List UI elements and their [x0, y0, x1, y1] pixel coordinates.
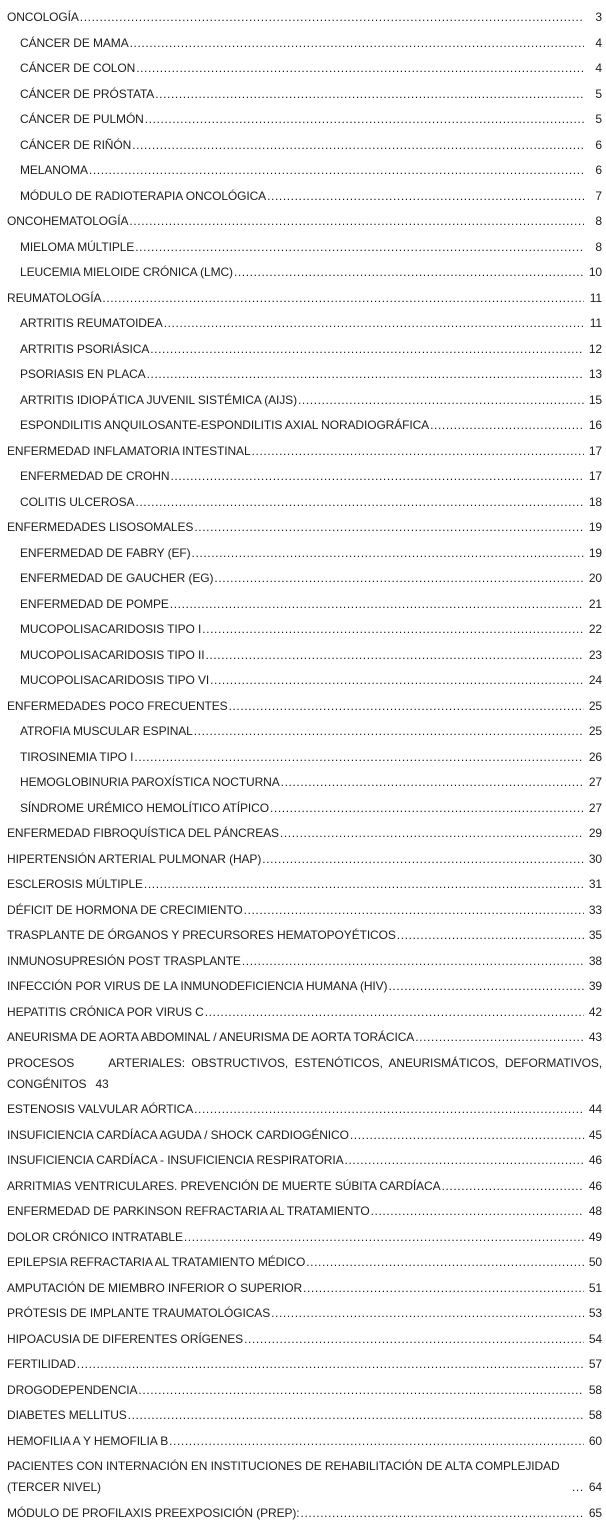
- toc-entry[interactable]: [7, 849, 602, 870]
- toc-entry[interactable]: [7, 823, 602, 844]
- toc-entry-label: LEUCEMIA MIELOIDE CRÓNICA (LMC): [20, 265, 233, 279]
- dot-leader: [128, 1405, 584, 1426]
- toc-entry-label: ESTENOSIS VALVULAR AÓRTICA: [7, 1102, 194, 1116]
- toc-entry-label: CÁNCER DE PRÓSTATA: [20, 86, 155, 101]
- page-number: 4: [595, 61, 602, 75]
- toc-entry-label: MÓDULO DE RADIOTERAPIA ONCOLÓGICA: [20, 188, 267, 203]
- dot-leader: [155, 84, 584, 105]
- toc-entry-label-head: PROCESOS: [7, 1055, 75, 1070]
- page-number: 53: [588, 1306, 602, 1320]
- page-number: 11: [589, 290, 602, 305]
- dot-leader: [572, 1477, 584, 1498]
- toc-entry-label: FERTILIDAD: [7, 1357, 76, 1371]
- dot-leader: [270, 798, 584, 819]
- dot-leader: [194, 1099, 584, 1120]
- toc-entry-label: ANEURISMA DE AORTA ABDOMINAL / ANEURISMA DE AORTA TORÁCICA: [7, 1030, 415, 1044]
- dot-leader: [134, 747, 584, 768]
- toc-entry[interactable]: [7, 1380, 602, 1401]
- page-number: 24: [588, 673, 602, 687]
- toc-entry[interactable]: [7, 364, 602, 385]
- page-number: 26: [588, 749, 602, 764]
- dot-leader: [169, 1431, 584, 1452]
- toc-entry-label: ENFERMEDAD INFLAMATORIA INTESTINAL: [7, 443, 251, 458]
- page-number: 42: [588, 1004, 602, 1019]
- dot-leader: [135, 492, 584, 513]
- toc-entry-label: ARTRITIS REUMATOIDEA: [20, 316, 163, 330]
- toc-entry[interactable]: [7, 1303, 602, 1324]
- page-number: 35: [588, 928, 602, 942]
- page-number: 27: [588, 775, 602, 789]
- toc-entry-label: ONCOHEMATOLOGÍA: [7, 214, 129, 228]
- dot-leader: [267, 186, 584, 207]
- page-number: 17: [588, 469, 602, 483]
- dot-leader: [194, 517, 584, 538]
- dot-leader: [345, 1150, 584, 1171]
- page-number: 12: [588, 341, 602, 356]
- toc-entry-label: ENFERMEDADES LISOSOMALES: [7, 520, 194, 534]
- page-number: 57: [588, 1357, 602, 1371]
- toc-entry[interactable]: [7, 772, 602, 793]
- toc-entry[interactable]: [7, 1405, 602, 1426]
- dot-leader: [205, 645, 584, 666]
- toc-entry[interactable]: [7, 7, 602, 28]
- toc-list: [7, 7, 602, 1524]
- dot-leader: [192, 543, 584, 564]
- dot-leader: [388, 976, 584, 997]
- dot-leader: [350, 1125, 584, 1146]
- dot-leader: [164, 313, 584, 334]
- toc-entry[interactable]: [7, 33, 602, 54]
- toc-entry[interactable]: [7, 288, 602, 309]
- toc-entry-label: INMUNOSUPRESIÓN POST TRASPLANTE: [7, 953, 241, 968]
- toc-entry-label: MÓDULO DE PROFILAXIS PREEXPOSICIÓN (PREP):: [7, 1505, 300, 1520]
- dot-leader: [210, 670, 584, 691]
- toc-entry-label: TIROSINEMIA TIPO I: [20, 749, 134, 764]
- toc-entry-label: ENFERMEDAD DE POMPE: [20, 596, 169, 611]
- dot-leader: [262, 849, 584, 870]
- dot-leader: [280, 823, 584, 844]
- dot-leader: [170, 466, 584, 487]
- toc-entry[interactable]: [7, 1227, 602, 1248]
- dot-leader: [242, 951, 584, 972]
- dot-leader: [138, 1380, 584, 1401]
- page-number: 38: [588, 953, 602, 968]
- page-number: 13: [588, 367, 602, 381]
- toc-entry-label: HIPOACUSIA DE DIFERENTES ORÍGENES: [7, 1331, 244, 1346]
- toc-entry-label: DROGODEPENDENCIA: [7, 1382, 138, 1397]
- dot-leader: [147, 364, 584, 385]
- dot-leader: [135, 237, 584, 258]
- dot-leader: [301, 1503, 584, 1524]
- page-number: 19: [588, 520, 602, 534]
- toc-entry-label: HEMOFILIA A Y HEMOFILIA B: [7, 1433, 169, 1448]
- toc-entry-label: [7, 1056, 602, 1091]
- toc-entry[interactable]: [7, 900, 602, 921]
- page-number: 54: [588, 1331, 602, 1346]
- page-number: 49: [588, 1229, 602, 1244]
- toc-entry-label: ATROFIA MUSCULAR ESPINAL: [20, 724, 193, 738]
- toc-entry[interactable]: [7, 313, 602, 334]
- toc-entry[interactable]: [7, 109, 602, 130]
- page-number: 8: [595, 239, 602, 254]
- page-number: 29: [588, 826, 602, 840]
- page-number: 20: [588, 571, 602, 585]
- page-number: 60: [588, 1433, 602, 1448]
- toc-entry[interactable]: [7, 160, 602, 181]
- toc-entry-label: CÁNCER DE MAMA: [20, 35, 129, 50]
- toc-entry[interactable]: [7, 1456, 602, 1498]
- page-number: 22: [588, 622, 602, 636]
- toc-entry-label: REUMATOLOGÍA: [7, 290, 102, 305]
- dot-leader: [303, 1278, 584, 1299]
- dot-leader: [89, 160, 584, 181]
- page-number: 58: [588, 1408, 602, 1422]
- toc-entry-label: INFECCIÓN POR VIRUS DE LA INMUNODEFICIENCIA HUMANA (HIV): [7, 979, 388, 993]
- toc-entry[interactable]: [7, 466, 602, 487]
- page-number: 18: [588, 494, 602, 509]
- toc-entry[interactable]: [7, 1053, 602, 1095]
- page-number: 43: [588, 1030, 602, 1044]
- page-number: 21: [588, 596, 602, 611]
- toc-entry[interactable]: [7, 951, 602, 972]
- dot-leader: [306, 1252, 584, 1273]
- toc-entry[interactable]: [7, 798, 602, 819]
- toc-entry[interactable]: [7, 1150, 602, 1171]
- dot-leader: [129, 211, 584, 232]
- toc-entry[interactable]: [7, 211, 602, 232]
- page-number: 25: [588, 724, 602, 738]
- toc-entry[interactable]: [7, 568, 602, 589]
- page-number: 48: [588, 1204, 602, 1218]
- toc-entry-label: ENFERMEDAD DE GAUCHER (EG): [20, 571, 214, 585]
- dot-leader: [281, 772, 584, 793]
- page-number: 45: [588, 1127, 602, 1142]
- toc-entry[interactable]: [7, 696, 602, 717]
- toc-entry[interactable]: [7, 721, 602, 742]
- toc-entry-label: ENFERMEDADES POCO FRECUENTES: [7, 698, 228, 713]
- page-number: 30: [588, 851, 602, 866]
- page-number: 15: [588, 392, 602, 407]
- page-number: 58: [588, 1382, 602, 1397]
- toc-entry[interactable]: [7, 186, 602, 207]
- toc-entry-label: DÉFICIT DE HORMONA DE CRECIMIENTO: [7, 902, 243, 917]
- page-number: 6: [595, 137, 602, 152]
- toc-entry[interactable]: [7, 1278, 602, 1299]
- toc-entry[interactable]: [7, 492, 602, 513]
- dot-leader: [430, 415, 584, 436]
- dot-leader: [214, 568, 584, 589]
- dot-leader: [184, 1227, 584, 1248]
- page-number: 17: [588, 443, 602, 458]
- page-number: 43: [95, 1076, 109, 1091]
- toc-entry-label: COLITIS ULCEROSA: [20, 494, 135, 509]
- dot-leader: [229, 696, 584, 717]
- toc-entry-label: MELANOMA: [20, 163, 88, 177]
- toc-entry-label: CÁNCER DE RIÑÓN: [20, 137, 132, 152]
- toc-entry[interactable]: [7, 390, 602, 411]
- toc-entry[interactable]: [7, 1503, 602, 1524]
- toc-entry-label: PSORIASIS EN PLACA: [20, 367, 146, 381]
- toc-entry[interactable]: [7, 517, 602, 538]
- dot-leader: [298, 390, 584, 411]
- dot-leader: [371, 1201, 584, 1222]
- toc-entry[interactable]: [7, 1329, 602, 1350]
- page-number: 8: [595, 214, 602, 228]
- toc-entry[interactable]: [7, 441, 602, 462]
- toc-entry[interactable]: [7, 594, 602, 615]
- page-number: 51: [588, 1280, 602, 1295]
- toc-entry[interactable]: [7, 1201, 602, 1222]
- toc-entry-label: DOLOR CRÓNICO INTRATABLE: [7, 1229, 183, 1244]
- page-number: 10: [588, 265, 602, 279]
- page-number: 11: [589, 316, 602, 330]
- toc-entry[interactable]: [7, 1354, 602, 1375]
- toc-entry-label: ENFERMEDAD DE PARKINSON REFRACTARIA AL TRATAMIENTO: [7, 1204, 370, 1218]
- toc-entry-label: ARRITMIAS VENTRICULARES. PREVENCIÓN DE MUERTE SÚBITA CARDÍACA: [7, 1178, 441, 1193]
- toc-entry[interactable]: [7, 645, 602, 666]
- toc-entry-label: ENFERMEDAD DE CROHN: [20, 469, 170, 483]
- toc-entry-label: EPILEPSIA REFRACTARIA AL TRATAMIENTO MÉDICO: [7, 1255, 306, 1269]
- page-number: 6: [595, 163, 602, 177]
- toc-entry[interactable]: [7, 1125, 602, 1146]
- toc-entry[interactable]: [7, 84, 602, 105]
- toc-entry-label: TRASPLANTE DE ÓRGANOS Y PRECURSORES HEMATOPOYÉTICOS: [7, 928, 396, 942]
- page-number: 16: [588, 418, 602, 432]
- toc-entry-label: HIPERTENSIÓN ARTERIAL PULMONAR (HAP): [7, 851, 262, 866]
- dot-leader: [205, 1002, 584, 1023]
- page-number: 27: [588, 800, 602, 815]
- toc-entry[interactable]: [7, 1099, 602, 1120]
- dot-leader: [145, 109, 584, 130]
- dot-leader: [194, 721, 584, 742]
- toc-entry-label: SÍNDROME URÉMICO HEMOLÍTICO ATÍPICO: [20, 800, 269, 815]
- toc-entry[interactable]: [7, 747, 602, 768]
- toc-entry-label: ENFERMEDAD FIBROQUÍSTICA DEL PÁNCREAS: [7, 826, 279, 840]
- toc-entry-label-tail: ARTERIALES: OBSTRUCTIVOS, ESTENÓTICOS, ANEURISMÁTICOS, DEFORMATIVOS, CONGÉNITOS: [7, 1055, 602, 1091]
- page-number: 4: [595, 35, 602, 50]
- toc-entry-label: MUCOPOLISACARIDOSIS TIPO I: [20, 622, 202, 636]
- dot-leader: [415, 1027, 584, 1048]
- dot-leader: [170, 594, 584, 615]
- toc-entry-label: ONCOLOGÍA: [7, 10, 79, 24]
- toc-entry[interactable]: [7, 1431, 602, 1452]
- dot-leader: [397, 925, 584, 946]
- dot-leader: [136, 58, 584, 79]
- toc-entry-label: INSUFICIENCIA CARDÍACA - INSUFICIENCIA RESPIRATORIA: [7, 1153, 344, 1167]
- toc-entry-label: ENFERMEDAD DE FABRY (EF): [20, 545, 191, 560]
- dot-leader: [80, 7, 584, 28]
- page-number: 5: [595, 86, 602, 101]
- toc-entry-label: MUCOPOLISACARIDOSIS TIPO VI: [20, 673, 210, 687]
- toc-entry-label: ESCLEROSIS MÚLTIPLE: [7, 877, 143, 891]
- page-number: 44: [588, 1102, 602, 1116]
- toc-entry-label: AMPUTACIÓN DE MIEMBRO INFERIOR O SUPERIOR: [7, 1280, 303, 1295]
- toc-entry[interactable]: [7, 670, 602, 691]
- toc-entry[interactable]: [7, 262, 602, 283]
- toc-entry[interactable]: [7, 1252, 602, 1273]
- page-number: 50: [588, 1255, 602, 1269]
- toc-entry[interactable]: [7, 339, 602, 360]
- dot-leader: [234, 262, 584, 283]
- page-number: 25: [588, 698, 602, 713]
- toc-entry-label: CÁNCER DE COLON: [20, 61, 136, 75]
- dot-leader: [102, 288, 584, 309]
- toc-entry-label: ARTRITIS IDIOPÁTICA JUVENIL SISTÉMICA (AIJS): [20, 392, 297, 407]
- toc-entry-label: PACIENTES CON INTERNACIÓN EN INSTITUCIONES DE REHABILITACIÓN DE ALTA COMPLEJIDAD (TERCER NIVEL): [7, 1459, 560, 1494]
- page-number: 39: [588, 979, 602, 993]
- toc-entry[interactable]: [7, 58, 602, 79]
- dot-leader: [244, 1329, 584, 1350]
- dot-leader: [271, 1303, 584, 1324]
- toc-entry[interactable]: [7, 1027, 602, 1048]
- dot-leader: [442, 1176, 584, 1197]
- toc-entry[interactable]: [7, 619, 602, 640]
- page-number: 19: [588, 545, 602, 560]
- page-number: 46: [588, 1153, 602, 1167]
- toc-entry[interactable]: [7, 237, 602, 258]
- toc-entry-label: ARTRITIS PSORIÁSICA: [20, 341, 150, 356]
- page-number: 5: [595, 112, 602, 126]
- toc-entry-label: INSUFICIENCIA CARDÍACA AGUDA / SHOCK CARDIOGÉNICO: [7, 1127, 349, 1142]
- page-number: 23: [588, 647, 602, 662]
- toc-entry[interactable]: [7, 543, 602, 564]
- toc-entry-label: HEMOGLOBINURIA PAROXÍSTICA NOCTURNA: [20, 775, 280, 789]
- page-number: 64: [588, 1480, 602, 1494]
- toc-entry[interactable]: [7, 925, 602, 946]
- toc-entry[interactable]: [7, 415, 602, 436]
- dot-leader: [252, 441, 584, 462]
- dot-leader: [77, 1354, 584, 1375]
- page-number: 7: [595, 188, 602, 203]
- page-number: 31: [588, 877, 602, 891]
- page-number: 46: [588, 1178, 602, 1193]
- toc-entry-label: DIABETES MELLITUS: [7, 1408, 127, 1422]
- page-number: 65: [588, 1505, 602, 1520]
- toc-entry[interactable]: [7, 1002, 602, 1023]
- dot-leader: [202, 619, 584, 640]
- toc-entry-label: HEPATITIS CRÓNICA POR VIRUS C: [7, 1004, 204, 1019]
- dot-leader: [244, 900, 584, 921]
- page-number: 3: [595, 10, 602, 24]
- dot-leader: [130, 33, 584, 54]
- dot-leader: [144, 874, 584, 895]
- toc-entry-label: MUCOPOLISACARIDOSIS TIPO II: [20, 647, 205, 662]
- toc-entry-label: CÁNCER DE PULMÓN: [20, 112, 144, 126]
- toc-entry[interactable]: [7, 874, 602, 895]
- toc-entry-label: PRÓTESIS DE IMPLANTE TRAUMATOLÓGICAS: [7, 1306, 271, 1320]
- dot-leader: [150, 339, 584, 360]
- toc-entry[interactable]: [7, 135, 602, 156]
- toc-entry[interactable]: [7, 976, 602, 997]
- dot-leader: [132, 135, 584, 156]
- page-number: 33: [588, 902, 602, 917]
- toc-entry-label: MIELOMA MÚLTIPLE: [20, 239, 135, 254]
- toc-entry[interactable]: [7, 1176, 602, 1197]
- toc-entry-label: ESPONDILITIS ANQUILOSANTE-ESPONDILITIS AXIAL NORADIOGRÁFICA: [20, 418, 430, 432]
